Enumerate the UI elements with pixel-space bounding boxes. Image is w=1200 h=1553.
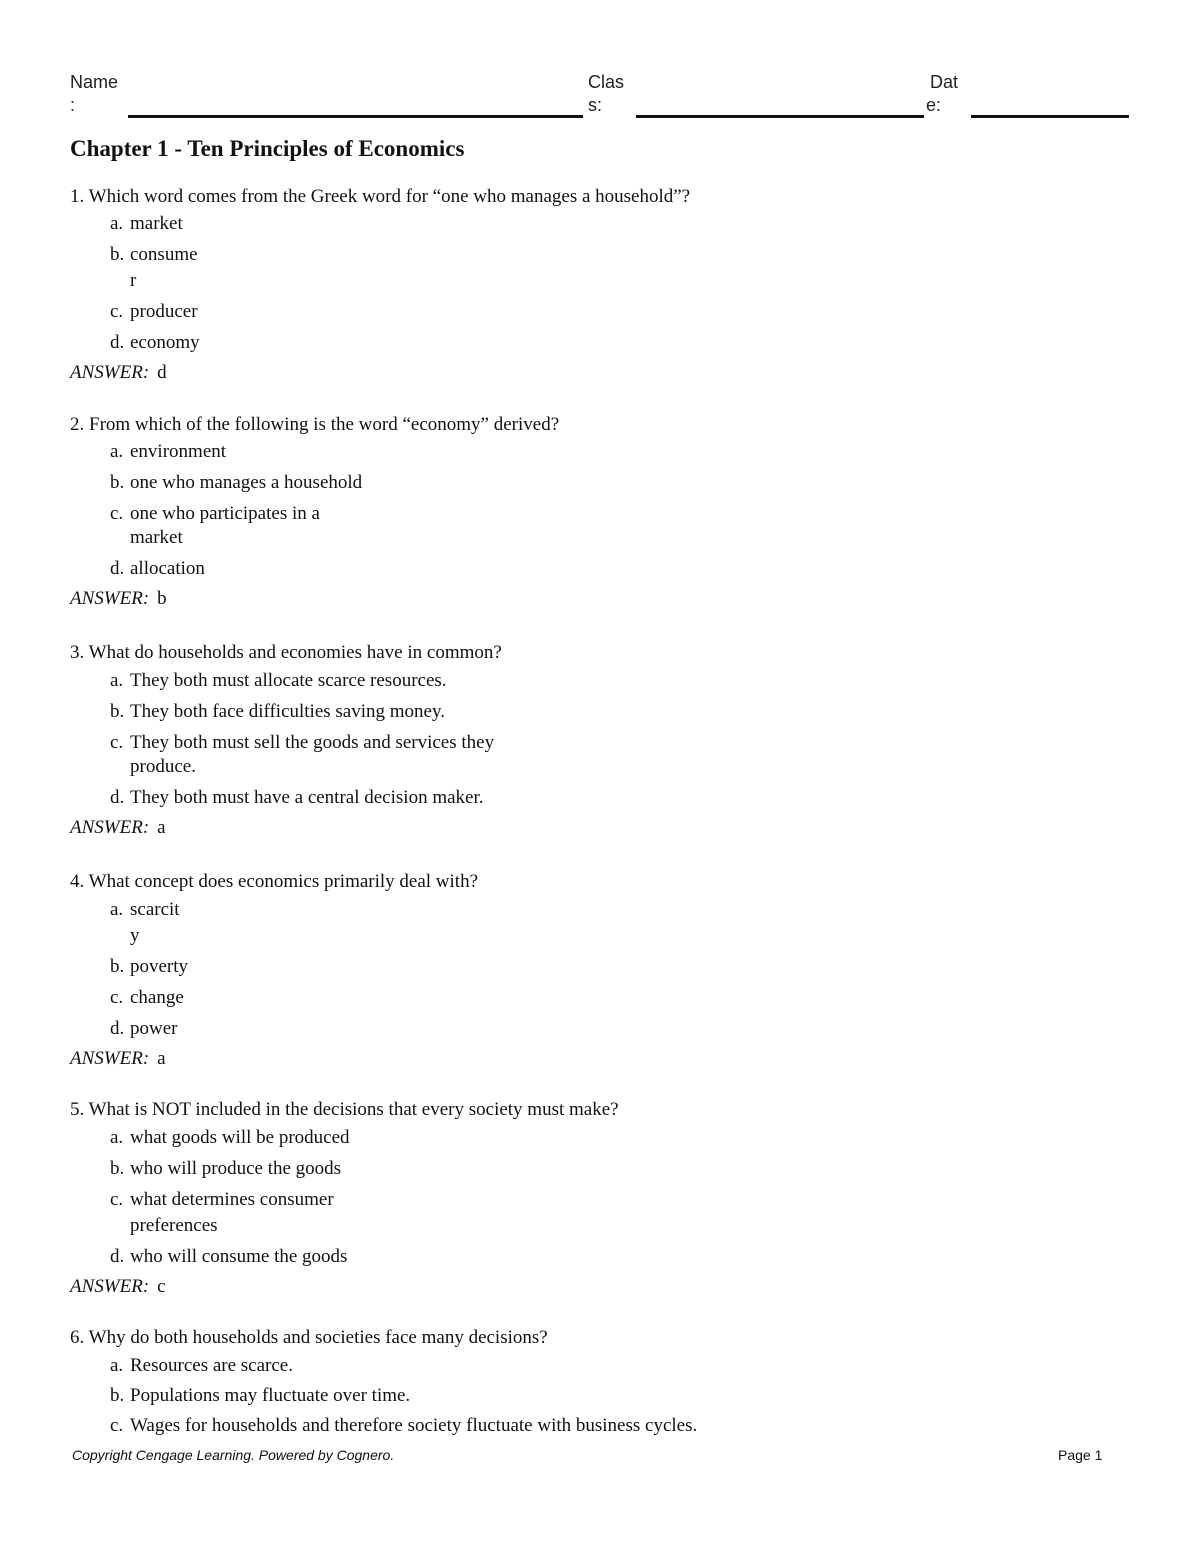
choice-d: d. power: [110, 1018, 178, 1039]
name-label: Name: [70, 72, 119, 92]
question-2: [70, 414, 559, 610]
question-stem: 3. What do households and economies have in common?: [70, 642, 502, 663]
choice-b: b. They both face difficulties saving money.: [110, 701, 445, 722]
class-label: Clas: [588, 72, 625, 92]
question-stem: 5. What is NOT included in the decisions that every society must make?: [70, 1099, 619, 1120]
choice-b: b. poverty: [110, 956, 189, 977]
choice-a: a. market: [110, 213, 183, 234]
date-label-cont: e:: [926, 95, 942, 115]
choice-b: b. Populations may fluctuate over time.: [110, 1385, 411, 1406]
copyright-text: Copyright Cengage Learning. Powered by Cognero.: [72, 1447, 395, 1463]
choice-d: d. who will consume the goods: [110, 1246, 348, 1267]
answer: ANSWER: c: [70, 1276, 166, 1297]
question-stem: 6. Why do both households and societies face many decisions?: [70, 1327, 548, 1348]
answer: ANSWER: a: [70, 817, 166, 838]
answer: ANSWER: a: [70, 1048, 166, 1069]
answer: ANSWER: d: [70, 362, 167, 383]
choice-a: a. scarcit y: [110, 899, 180, 946]
question-5: [70, 1099, 619, 1298]
choice-a: a. They both must allocate scarce resources.: [110, 670, 447, 691]
question-4: [70, 871, 478, 1070]
question-stem: 2. From which of the following is the word “economy” derived?: [70, 414, 560, 435]
page-number: Page 1: [1058, 1447, 1103, 1463]
class-label-cont: s:: [588, 95, 603, 115]
choice-d: d. allocation: [110, 558, 205, 579]
choice-b: b. one who manages a household: [110, 472, 363, 493]
choice-c: c. what determines consumer preferences: [110, 1189, 334, 1236]
choice-c: c. Wages for households and therefore society fluctuate with business cycles.: [110, 1415, 698, 1436]
choice-c: c. change: [110, 987, 184, 1008]
name-field-line[interactable]: [128, 115, 583, 118]
name-label-colon: :: [70, 95, 76, 115]
question-6: [70, 1327, 697, 1437]
choice-a: a. Resources are scarce.: [110, 1355, 293, 1376]
question-3: [70, 642, 502, 839]
choice-d: d. They both must have a central decision maker.: [110, 787, 484, 808]
class-field-line[interactable]: [636, 115, 924, 118]
question-stem: 4. What concept does economics primarily deal with?: [70, 871, 479, 892]
answer: ANSWER: b: [70, 588, 167, 609]
date-field-line[interactable]: [971, 115, 1129, 118]
question-1: [70, 186, 690, 384]
question-stem: 1. Which word comes from the Greek word for “one who manages a household”?: [70, 186, 691, 207]
choice-c: c. producer: [110, 301, 198, 322]
choice-b: b. consume r: [110, 244, 198, 291]
choice-c: c. one who participates in a market: [110, 503, 320, 548]
choice-a: a. environment: [110, 441, 227, 462]
choice-a: a. what goods will be produced: [110, 1127, 350, 1148]
choice-d: d. economy: [110, 332, 200, 353]
page-title: Chapter 1 - Ten Principles of Economics: [70, 136, 465, 161]
choice-b: b. who will produce the goods: [110, 1158, 342, 1179]
choice-c: c. They both must sell the goods and services they produce.: [110, 732, 495, 777]
date-label: Dat: [930, 72, 959, 92]
